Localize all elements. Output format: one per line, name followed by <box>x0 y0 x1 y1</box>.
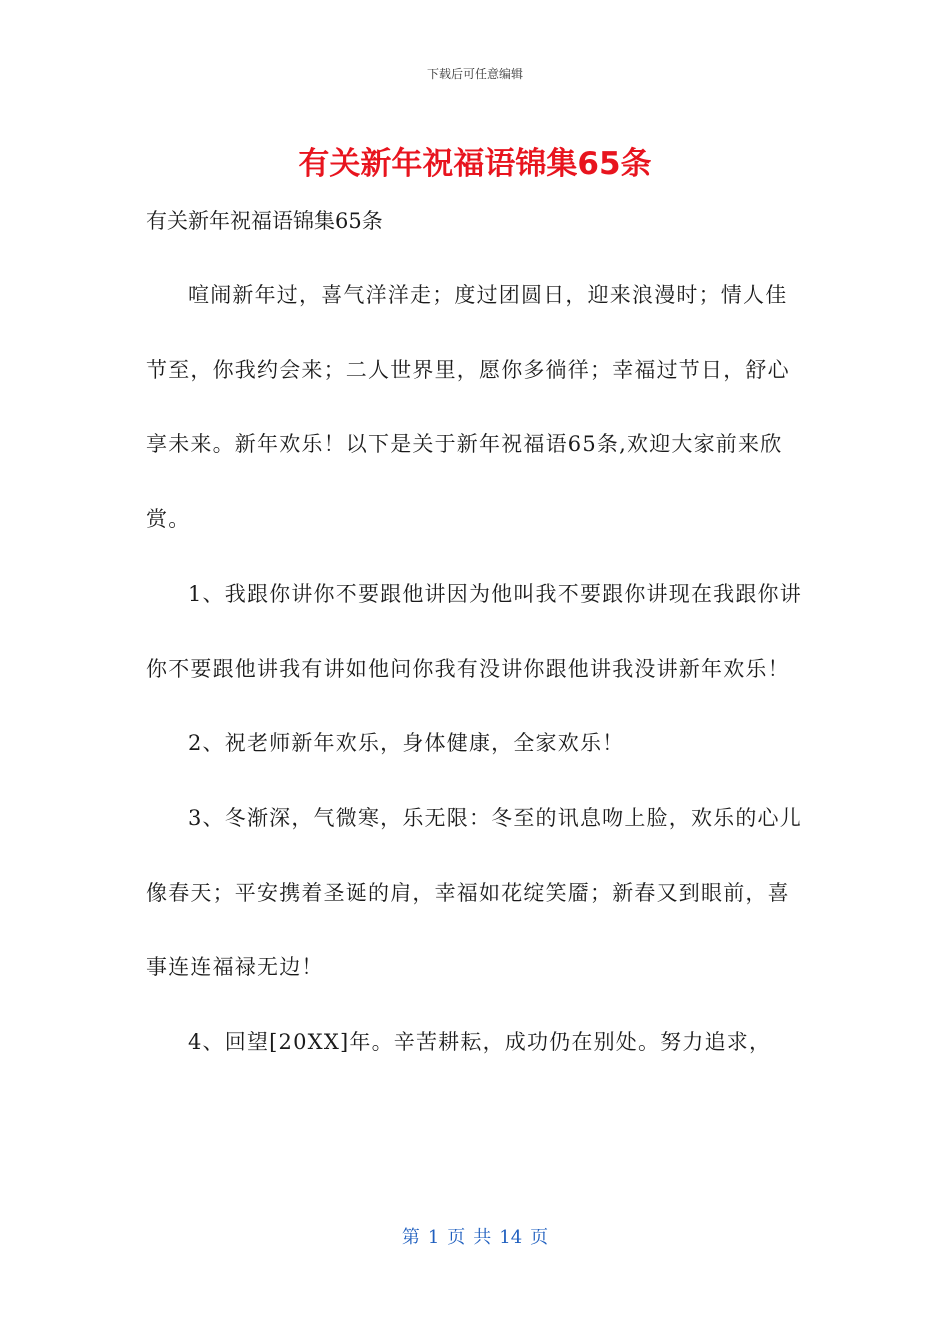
page-label-total-prefix: 共 <box>473 1227 492 1248</box>
document-subtitle: 有关新年祝福语锦集65条 <box>146 209 383 233</box>
document-title: 有关新年祝福语锦集65条 <box>298 146 652 182</box>
page-current: 1 <box>427 1227 440 1248</box>
greeting-item-2: 2、祝老师新年欢乐，身体健康，全家欢乐！ <box>188 731 625 756</box>
page-total: 14 <box>499 1227 523 1248</box>
page-label-suffix: 页 <box>530 1227 549 1248</box>
page-number-footer <box>0 1226 950 1250</box>
intro-paragraph: 喧闹新年过，喜气洋洋走；度过团圆日，迎来浪漫时；情人佳节至，你我约会来；二人世界里，愿你多徜徉；幸福过节日，舒心享未来。新年欢乐！以下是关于新年祝福语65条,欢迎大家前来欣赏。 <box>146 283 790 532</box>
greeting-item-4: 4、回望[20XX]年。辛苦耕耘，成功仍在别处。努力追求， <box>188 1030 772 1055</box>
greeting-item-1: 1、我跟你讲你不要跟他讲因为他叫我不要跟你讲现在我跟你讲你不要跟他讲我有讲如他问你我有没讲你跟他讲我没讲新年欢乐！ <box>146 581 802 681</box>
page-label-mid: 页 <box>447 1227 466 1248</box>
page-label-prefix: 第 <box>401 1227 420 1248</box>
document-body <box>146 258 806 1080</box>
header-note: 下载后可任意编辑 <box>426 67 523 81</box>
greeting-item-3: 3、冬渐深，气微寒，乐无限：冬至的讯息吻上脸，欢乐的心儿像春天；平安携着圣诞的肩，幸福如花绽笑靥；新春又到眼前，喜事连连福禄无边！ <box>146 805 802 980</box>
